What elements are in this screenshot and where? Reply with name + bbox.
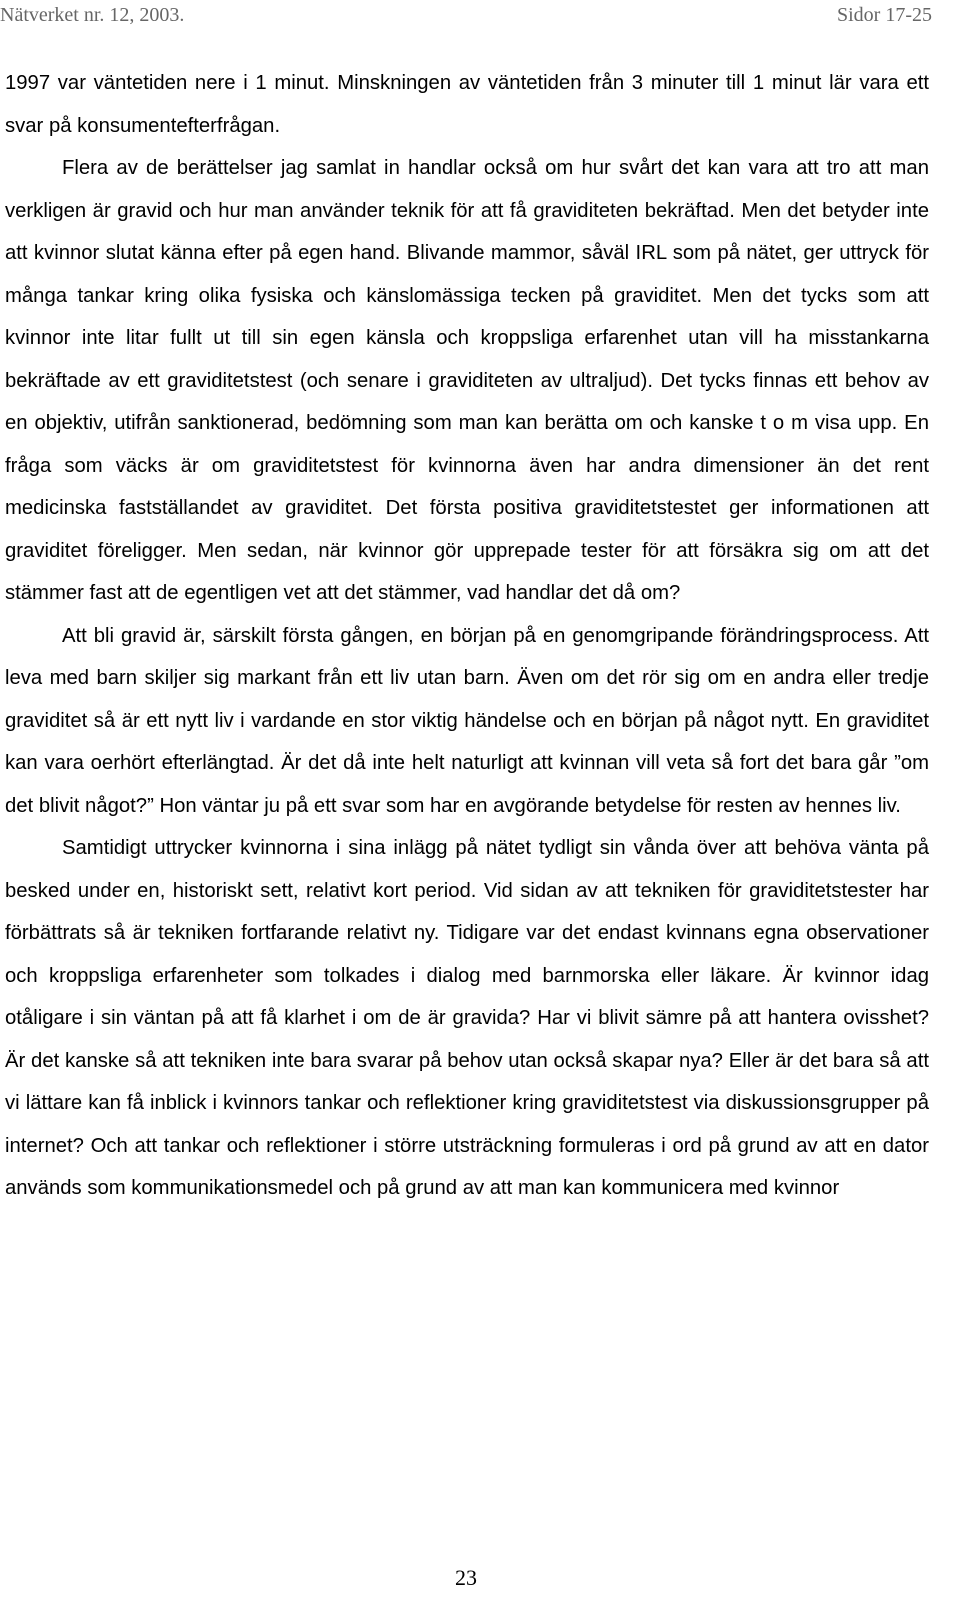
running-header: [0, 0, 932, 38]
page-number: 23: [455, 1565, 477, 1590]
page-range: Sidor 17-25: [837, 4, 932, 26]
journal-reference: Nätverket nr. 12, 2003.: [0, 4, 185, 26]
paragraph: Att bli gravid är, särskilt första gången, en början på en genomgripande förändringsprocess. Att leva med barn skiljer sig markant från ett liv utan barn. Även om det rör sig om en andra eller tredje graviditet så är ett nytt liv i vardande en stor viktig händelse och en början på något nytt. En graviditet kan vara oerhört efterlängtad. Är det då inte helt naturligt att kvinnan vill veta så fort det bara går ”om det blivit något?” Hon väntar ju på ett svar som har en avgörande betydelse för resten av hennes liv.: [5, 624, 929, 817]
paragraph: Flera av de berättelser jag samlat in handlar också om hur svårt det kan vara att tro att man verkligen är gravid och hur man använder teknik för att få graviditeten bekräftad. Men det betyder inte att kvinnor slutat känna efter på egen hand. Blivande mammor, såväl IRL som på nätet, ger uttryck för många tankar kring olika fysiska och känslomässiga tecken på graviditet. Men det tycks som att kvinnor inte litar fullt ut till sin egen känsla och kroppsliga erfarenhet utan vill ha misstankarna bekräftade av ett graviditetstest (och senare i graviditeten av ultraljud). Det tycks finnas ett behov av en objektiv, utifrån sanktionerad, bedömning som man kan berätta om och kanske t o m visa upp. En fråga som väcks är om graviditetstest för kvinnorna även har andra dimensioner än det rent medicinska fastställandet av graviditet. Det första positiva graviditetstestet ger informationen att graviditet föreligger. Men sedan, när kvinnor gör upprepade tester för att försäkra sig om att det stämmer fast att de egentligen vet att det stämmer, vad handlar det då om?: [5, 157, 929, 604]
article-body: [5, 62, 929, 1210]
paragraph: Samtidigt uttrycker kvinnorna i sina inlägg på nätet tydligt sin vånda över att behöva vänta på besked under en, historiskt sett, relativt kort period. Vid sidan av att tekniken för graviditetstester har förbättrats så är tekniken fortfarande relativt ny. Tidigare var det endast kvinnans egna observationer och kroppsliga erfarenheter som tolkades i dialog med barnmorska eller läkare. Är kvinnor idag otåligare i sin väntan på att få klarhet i om de är gravida? Har vi blivit sämre på att hantera ovisshet? Är det kanske så att tekniken inte bara svarar på behov utan också skapar nya? Eller är det bara så att vi lättare kan få inblick i kvinnors tankar och reflektioner kring graviditetstest via diskussionsgrupper på internet? Och att tankar och reflektioner i större utsträckning formuleras i ord på grund av att en dator används som kommunikationsmedel och på grund av att man kan kommunicera med kvinnor: [5, 837, 929, 1199]
paragraph-continued: 1997 var väntetiden nere i 1 minut. Minskningen av väntetiden från 3 minuter till 1 minut lär vara ett svar på konsumentefterfrågan.: [5, 72, 929, 137]
